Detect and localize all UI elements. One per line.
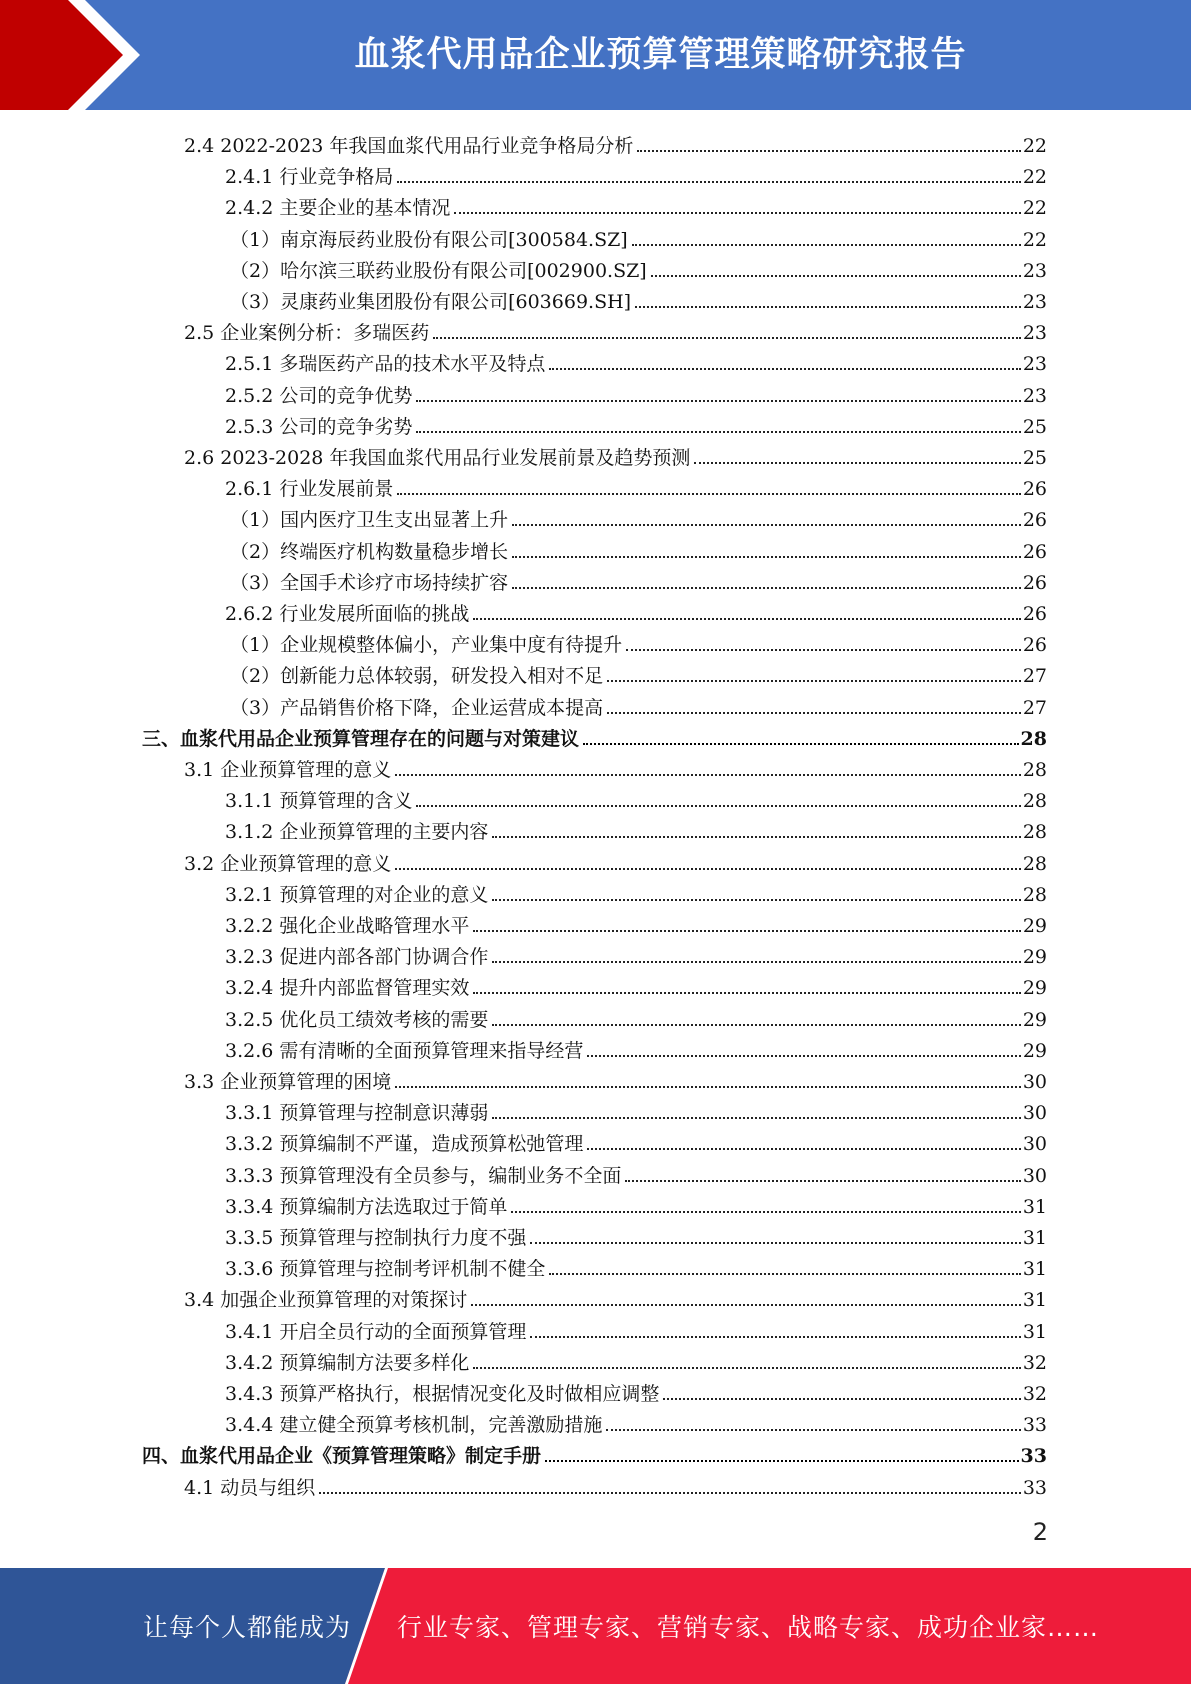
toc-dot-leader [492, 1117, 1020, 1119]
toc-entry[interactable] [184, 1281, 1047, 1312]
toc-entry-label: 2.6 2023-2028 年我国血浆代用品行业发展前景及趋势预测 [184, 447, 691, 469]
toc-dot-leader [492, 1024, 1020, 1026]
toc-entry-label: （2）创新能力总体较弱，研发投入相对不足 [230, 665, 604, 688]
toc-dot-leader [663, 1398, 1020, 1400]
toc-dot-leader [626, 649, 1021, 651]
toc-entry-page: 31 [1022, 1227, 1047, 1249]
toc-entry-label: （1）南京海辰药业股份有限公司[300584.SZ] [230, 228, 628, 251]
toc-dot-leader [416, 400, 1020, 402]
toc-dot-leader [319, 1492, 1021, 1494]
toc-entry-label: 3.2.6 需有清晰的全面预算管理来指导经营 [225, 1039, 584, 1062]
toc-entry-page: 28 [1022, 883, 1047, 906]
toc-entry-label: 3.4.1 开启全员行动的全面预算管理 [225, 1320, 527, 1343]
toc-entry-page: 29 [1022, 1039, 1047, 1062]
toc-dot-leader [635, 306, 1021, 308]
toc-entry-label: 3.2.1 预算管理的对企业的意义 [225, 883, 489, 906]
toc-entry-label: 3.1 企业预算管理的意义 [184, 759, 392, 781]
toc-dot-leader [512, 587, 1021, 589]
toc-entry[interactable] [230, 283, 1047, 314]
toc-entry-page: 25 [1022, 415, 1047, 438]
toc-entry[interactable] [225, 782, 1047, 813]
toc-entry-label: 2.6.2 行业发展所面临的挑战 [225, 603, 470, 625]
page-footer [0, 1568, 1191, 1684]
toc-dot-leader [549, 368, 1020, 370]
toc-entry[interactable] [225, 938, 1047, 969]
toc-entry-label: 2.5.3 公司的竞争劣势 [225, 415, 413, 438]
toc-chapter-entry[interactable] [142, 720, 1047, 751]
toc-entry-page: 33 [1022, 1414, 1047, 1437]
toc-dot-leader [583, 743, 1019, 745]
toc-entry-label: （1）企业规模整体偏小，产业集中度有待提升 [230, 634, 623, 657]
toc-entry-label: 3.1.2 企业预算管理的主要内容 [225, 821, 489, 844]
toc-entry-page: 27 [1022, 696, 1047, 719]
toc-entry[interactable] [225, 969, 1047, 1000]
toc-entry-label: 2.4.2 主要企业的基本情况 [225, 197, 451, 220]
toc-entry-page: 28 [1022, 821, 1047, 844]
toc-entry[interactable] [184, 751, 1047, 782]
toc-entry-label: （1）国内医疗卫生支出显著上升 [230, 509, 509, 532]
toc-entry[interactable] [230, 252, 1047, 283]
toc-entry[interactable] [225, 1188, 1047, 1219]
toc-dot-leader [395, 774, 1021, 776]
toc-entry-page: 30 [1022, 1071, 1047, 1093]
toc-entry-label: 3.3.4 预算编制方法选取过于简单 [225, 1195, 508, 1218]
toc-entry-label: 3.2 企业预算管理的意义 [184, 852, 392, 875]
toc-entry[interactable] [225, 1125, 1047, 1156]
toc-dot-leader [416, 805, 1020, 807]
toc-entry[interactable] [225, 1406, 1047, 1437]
toc-entry-page: 23 [1022, 353, 1047, 376]
toc-dot-leader [651, 275, 1021, 277]
toc-entry-page: 28 [1022, 790, 1047, 813]
toc-dot-leader [625, 1180, 1020, 1182]
toc-entry[interactable] [225, 1157, 1047, 1188]
toc-entry-label: 2.5.1 多瑞医药产品的技术水平及特点 [225, 353, 546, 376]
toc-entry-page: 23 [1022, 291, 1047, 313]
toc-dot-leader [530, 1242, 1020, 1244]
toc-dot-leader [587, 1148, 1020, 1150]
toc-entry-label: 3.3 企业预算管理的困境 [184, 1071, 392, 1093]
toc-dot-leader [397, 493, 1020, 495]
toc-entry[interactable] [230, 657, 1047, 688]
toc-entry[interactable] [225, 595, 1047, 626]
toc-entry[interactable] [230, 533, 1047, 564]
toc-entry-label: （2）哈尔滨三联药业股份有限公司[002900.SZ] [230, 259, 647, 282]
toc-entry-label: 3.2.3 促进内部各部门协调合作 [225, 946, 489, 969]
toc-entry-page: 33 [1022, 1476, 1047, 1499]
toc-dot-leader [473, 1367, 1020, 1369]
toc-dot-leader [473, 992, 1020, 994]
toc-entry-page: 32 [1022, 1383, 1047, 1405]
toc-entry[interactable] [184, 127, 1047, 158]
toc-dot-leader [512, 524, 1021, 526]
toc-dot-leader [492, 899, 1020, 901]
toc-entry[interactable] [225, 1094, 1047, 1125]
toc-chapter-entry[interactable] [142, 1437, 1047, 1468]
toc-entry-label: 2.5 企业案例分析：多瑞医药 [184, 322, 430, 345]
toc-entry-page: 23 [1022, 322, 1047, 345]
toc-dot-leader [395, 1086, 1021, 1088]
page-header [0, 0, 1191, 110]
toc-entry-page: 29 [1022, 1008, 1047, 1031]
toc-entry-page: 31 [1022, 1258, 1047, 1281]
toc-entry-label: 3.4.2 预算编制方法要多样化 [225, 1351, 470, 1374]
toc-entry-label: 4.1 动员与组织 [184, 1476, 316, 1499]
toc-dot-leader [473, 618, 1020, 620]
toc-dot-leader [606, 1429, 1020, 1431]
toc-entry[interactable] [230, 626, 1047, 657]
toc-entry-label: 2.5.2 公司的竞争优势 [225, 384, 413, 407]
toc-entry-page: 22 [1022, 166, 1047, 189]
toc-entry-page: 26 [1022, 634, 1047, 657]
toc-entry-label: 3.3.3 预算管理没有全员参与，编制业务不全面 [225, 1164, 622, 1187]
toc-entry-page: 22 [1022, 197, 1047, 220]
footer-slogan-right: 行业专家、管理专家、营销专家、战略专家、成功企业家…… [397, 1613, 1100, 1642]
toc-entry-label: （3）全国手术诊疗市场持续扩容 [230, 571, 509, 594]
toc-entry-label: 3.4.4 建立健全预算考核机制，完善激励措施 [225, 1414, 603, 1437]
toc-entry-page: 29 [1022, 915, 1047, 937]
toc-entry-label: 2.4.1 行业竞争格局 [225, 166, 394, 189]
toc-entry[interactable] [225, 470, 1047, 501]
toc-entry-label: 3.3.6 预算管理与控制考评机制不健全 [225, 1258, 546, 1281]
toc-entry[interactable] [225, 158, 1047, 189]
toc-entry-label: 2.4 2022-2023 年我国血浆代用品行业竞争格局分析 [184, 135, 634, 157]
toc-entry-label: 2.6.1 行业发展前景 [225, 478, 394, 501]
toc-entry-page: 28 [1022, 759, 1047, 781]
toc-dot-leader [433, 337, 1021, 339]
toc-entry-page: 31 [1022, 1320, 1047, 1343]
toc-dot-leader [545, 1460, 1019, 1462]
toc-entry[interactable] [225, 1032, 1047, 1063]
page-number: 2 [1032, 1518, 1048, 1546]
toc-entry-label: 3.3.2 预算编制不严谨，造成预算松弛管理 [225, 1133, 584, 1156]
toc-dot-leader [587, 1055, 1020, 1057]
toc-entry[interactable] [225, 1250, 1047, 1281]
toc-dot-leader [530, 1336, 1020, 1338]
toc-dot-leader [607, 712, 1021, 714]
toc-entry-page: 27 [1022, 665, 1047, 688]
toc-entry[interactable] [225, 1313, 1047, 1344]
toc-entry[interactable] [184, 845, 1047, 876]
toc-entry-page: 30 [1022, 1102, 1047, 1125]
toc-dot-leader [473, 930, 1020, 932]
toc-dot-leader [694, 462, 1020, 464]
toc-entry[interactable] [184, 1063, 1047, 1094]
toc-entry-page: 31 [1022, 1289, 1047, 1312]
toc-entry-page: 22 [1022, 135, 1047, 157]
toc-entry-page: 29 [1022, 946, 1047, 969]
toc-entry[interactable] [225, 907, 1047, 938]
toc-entry-page: 22 [1022, 228, 1047, 251]
toc-entry-label: 3.1.1 预算管理的含义 [225, 790, 413, 813]
toc-entry[interactable] [230, 689, 1047, 720]
toc-entry-page: 31 [1022, 1195, 1047, 1218]
toc-entry[interactable] [184, 439, 1047, 470]
toc-entry-label: 四、血浆代用品企业《预算管理策略》制定手册 [142, 1445, 542, 1468]
toc-entry-page: 33 [1020, 1445, 1047, 1468]
toc-dot-leader [492, 836, 1020, 838]
toc-entry[interactable] [225, 377, 1047, 408]
toc-entry-label: 3.2.4 提升内部监督管理实效 [225, 977, 470, 1000]
toc-entry[interactable] [225, 876, 1047, 907]
toc-entry[interactable] [184, 314, 1047, 345]
toc-entry[interactable] [225, 408, 1047, 439]
toc-entry-label: （3）产品销售价格下降，企业运营成本提高 [230, 696, 604, 719]
toc-entry-page: 26 [1022, 571, 1047, 594]
toc-dot-leader [416, 431, 1020, 433]
toc-entry-page: 26 [1022, 478, 1047, 501]
toc-entry-page: 29 [1022, 977, 1047, 1000]
toc-entry[interactable] [225, 1219, 1047, 1250]
footer-slogan-left: 让每个人都能成为 [143, 1613, 352, 1642]
toc-entry[interactable] [230, 221, 1047, 252]
toc-dot-leader [607, 680, 1021, 682]
toc-dot-leader [637, 150, 1020, 152]
toc-entry[interactable] [225, 813, 1047, 844]
toc-dot-leader [397, 181, 1020, 183]
toc-entry-page: 23 [1022, 384, 1047, 407]
toc-entry-page: 32 [1022, 1351, 1047, 1374]
toc-dot-leader [395, 868, 1021, 870]
toc-entry-label: 3.4 加强企业预算管理的对策探讨 [184, 1289, 468, 1312]
toc-entry[interactable] [230, 564, 1047, 595]
toc-dot-leader [549, 1273, 1020, 1275]
toc-dot-leader [492, 961, 1020, 963]
toc-entry[interactable] [225, 1344, 1047, 1375]
toc-entry-page: 26 [1022, 540, 1047, 563]
toc-entry-label: 3.3.5 预算管理与控制执行力度不强 [225, 1227, 527, 1249]
toc-entry-page: 30 [1022, 1133, 1047, 1156]
toc-dot-leader [471, 1304, 1021, 1306]
toc-dot-leader [632, 244, 1021, 246]
toc-entry-label: 3.2.5 优化员工绩效考核的需要 [225, 1008, 489, 1031]
toc-entry-label: 三、血浆代用品企业预算管理存在的问题与对策建议 [142, 727, 580, 750]
toc-entry-label: （2）终端医疗机构数量稳步增长 [230, 540, 509, 563]
toc-entry-page: 26 [1022, 603, 1047, 625]
toc-entry-label: 3.2.2 强化企业战略管理水平 [225, 915, 470, 937]
toc-entry-page: 30 [1022, 1164, 1047, 1187]
toc-dot-leader [511, 1211, 1020, 1213]
toc-entry-page: 26 [1022, 509, 1047, 532]
report-title: 血浆代用品企业预算管理策略研究报告 [354, 35, 967, 75]
toc-entry-label: （3）灵康药业集团股份有限公司[603669.SH] [230, 291, 632, 313]
toc-entry[interactable] [225, 345, 1047, 376]
toc-dot-leader [512, 556, 1021, 558]
toc-entry[interactable] [184, 1469, 1047, 1500]
toc-entry-page: 23 [1022, 259, 1047, 282]
toc-entry-label: 3.3.1 预算管理与控制意识薄弱 [225, 1102, 489, 1125]
toc-entry-page: 25 [1022, 447, 1047, 469]
toc-entry[interactable] [225, 1375, 1047, 1406]
toc-entry[interactable] [225, 189, 1047, 220]
toc-entry[interactable] [230, 501, 1047, 532]
toc-entry-label: 3.4.3 预算严格执行，根据情况变化及时做相应调整 [225, 1383, 660, 1405]
toc-entry[interactable] [225, 1001, 1047, 1032]
toc-entry-page: 28 [1020, 727, 1047, 750]
toc-dot-leader [454, 212, 1020, 214]
toc-entry-page: 28 [1022, 852, 1047, 875]
